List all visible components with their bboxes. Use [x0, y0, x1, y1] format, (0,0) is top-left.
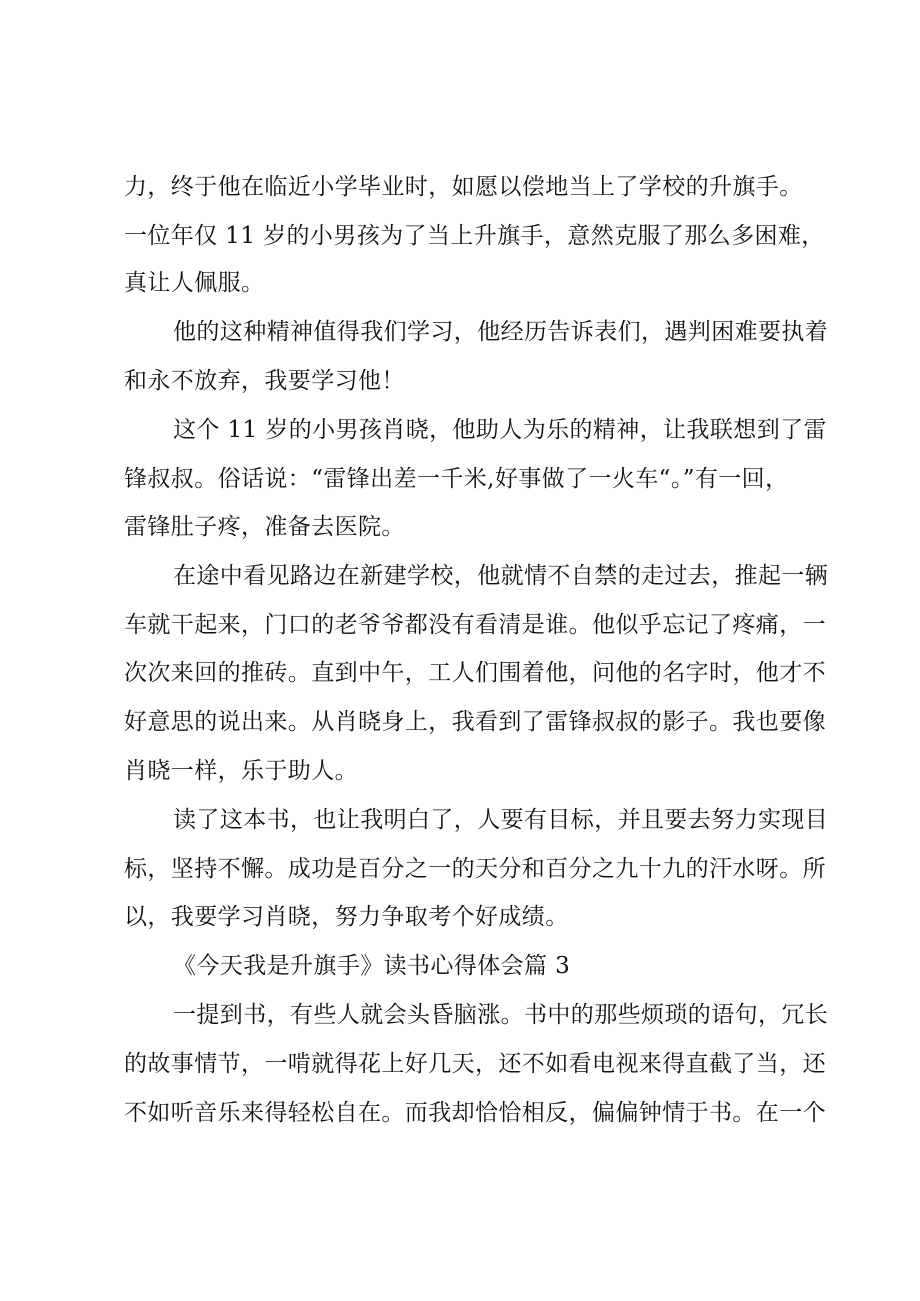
text-line: 这个 11 岁的小男孩肖晓，他助人为乐的精神，让我联想到了雷 — [173, 417, 827, 443]
section-heading: 《今天我是升旗手》读书心得体会篇 3 — [173, 953, 571, 979]
text-line: 在途中看见路边在新建学校，他就情不自禁的走过去，推起一辆 — [173, 563, 829, 589]
text-line: 锋叔叔。俗话说：“雷锋出差一千米,好事做了一火车“。”有一回， — [124, 466, 789, 492]
text-line: 他的这种精神值得我们学习，他经历告诉表们，遇判困难要执着 — [173, 319, 829, 345]
text-line: 不如听音乐来得轻松自在。而我却恰恰相反，偏偏钟情于书。在一个 — [124, 1100, 826, 1126]
text-line: 真让人佩服。 — [124, 270, 265, 296]
text-line: 和永不放弃，我要学习他！ — [124, 368, 405, 394]
text-line: 一提到书，有些人就会头昏脑涨。书中的那些烦琐的语句，冗长 — [173, 1002, 829, 1028]
text-line: 一位年仅 11 岁的小男孩为了当上升旗手，意然克服了那么多困难， — [124, 223, 825, 249]
text-line: 雷锋肚子疼，准备去医院。 — [124, 514, 405, 540]
text-line: 标，坚持不懈。成功是百分之一的天分和百分之九十九的汗水呀。所 — [124, 856, 826, 882]
text-line: 读了这本书，也让我明白了，人要有目标，并且要去努力实现目 — [173, 807, 829, 833]
text-line: 肖晓一样，乐于助人。 — [124, 758, 358, 784]
text-line: 车就干起来，门口的老爷爷都没有看清是谁。他似乎忘记了疼痛，一 — [124, 612, 826, 638]
text-line: 的故事情节，一啃就得花上好几天，还不如看电视来得直截了当，还 — [124, 1051, 826, 1077]
text-line: 好意思的说出来。从肖晓身上，我看到了雷锋叔叔的影子。我也要像 — [124, 709, 826, 735]
text-line: 以，我要学习肖晓，努力争取考个好成绩。 — [124, 904, 569, 930]
text-line: 次次来回的推砖。直到中午，工人们围着他，问他的名字时，他才不 — [124, 660, 826, 686]
text-line: 力，终于他在临近小学毕业时，如愿以偿地当上了学校的升旗手。 — [124, 174, 803, 200]
